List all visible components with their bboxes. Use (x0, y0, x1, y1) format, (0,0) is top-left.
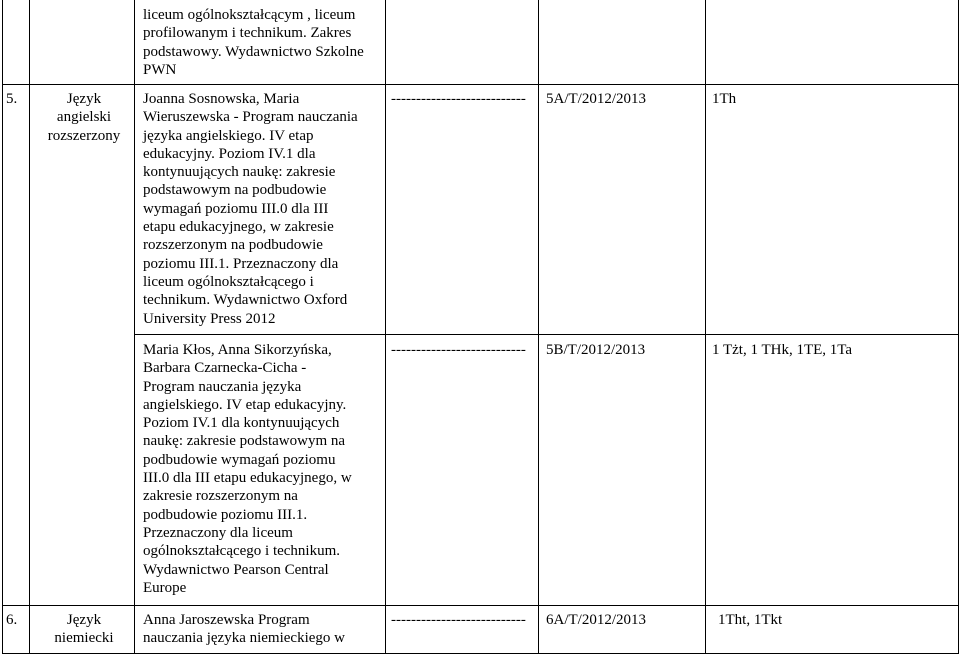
row3-dashes: --------------------------- (391, 612, 526, 628)
table-border-left (2, 0, 3, 654)
row3-classes: 1Tht, 1Tkt (718, 612, 783, 628)
row-divider-3 (134, 605, 959, 606)
column-divider-1 (29, 0, 30, 654)
table-border-right (958, 0, 959, 654)
row2-classes: 1 Tżt, 1 THk, 1TE, 1Ta (712, 342, 853, 358)
row1-subject: Język angielski rozszerzony (47, 91, 121, 144)
row3-subject: Język niemiecki (54, 612, 114, 647)
row3-program: Anna Jaroszewska Program nauczania języka niemieckiego w (143, 612, 345, 647)
row1-dashes: --------------------------- (391, 91, 526, 107)
row-divider-1 (2, 84, 959, 85)
row-divider-2-program (134, 334, 959, 335)
row3-number: 6. (6, 612, 18, 628)
row0-program: liceum ogólnokształcącym , liceum profilowanym i technikum. Zakres podstawowy. Wydawnictwo Szkolne PWN (143, 7, 364, 78)
column-divider-5 (705, 0, 706, 654)
row3-program-number: 6A/T/2012/2013 (546, 612, 646, 628)
row2-program-number: 5B/T/2012/2013 (546, 342, 646, 358)
row1-program: Joanna Sosnowska, Maria Wieruszewska - Program nauczania języka angielskiego. IV etap edukacyjny. Poziom IV.1 dla kontynuujących naukę: zakresie podstawowym na podbudowie wymagań poziomu III.0 dla III etapu edukacyjnego, w zakresie rozszerzonym na podbudowie poziomu III.1. Przeznaczony dla liceum ogólnokształcącego i technikum. Wydawnictwo Oxford University Press 2012 (143, 91, 358, 327)
row1-classes: 1Th (712, 91, 737, 107)
column-divider-4 (538, 0, 539, 654)
row1-program-number: 5A/T/2012/2013 (546, 91, 646, 107)
row-divider-2-subject (2, 605, 135, 606)
column-divider-3 (385, 0, 386, 654)
column-divider-2 (134, 0, 135, 654)
row1-number: 5. (6, 91, 18, 107)
row2-dashes: --------------------------- (391, 342, 526, 358)
row2-program: Maria Kłos, Anna Sikorzyńska, Barbara Czarnecka-Cicha - Program nauczania języka angielskiego. IV etap edukacyjny. Poziom IV.1 dla kontynuujących naukę: zakresie podstawowym na podbudowie wymagań poziomu III.0 dla III etapu edukacyjnego, w zakresie rozszerzonym na podbudowie poziomu III.1. Przeznaczony dla liceum ogólnokształcącego i technikum. Wydawnictwo Pearson Central Europe (143, 342, 352, 596)
